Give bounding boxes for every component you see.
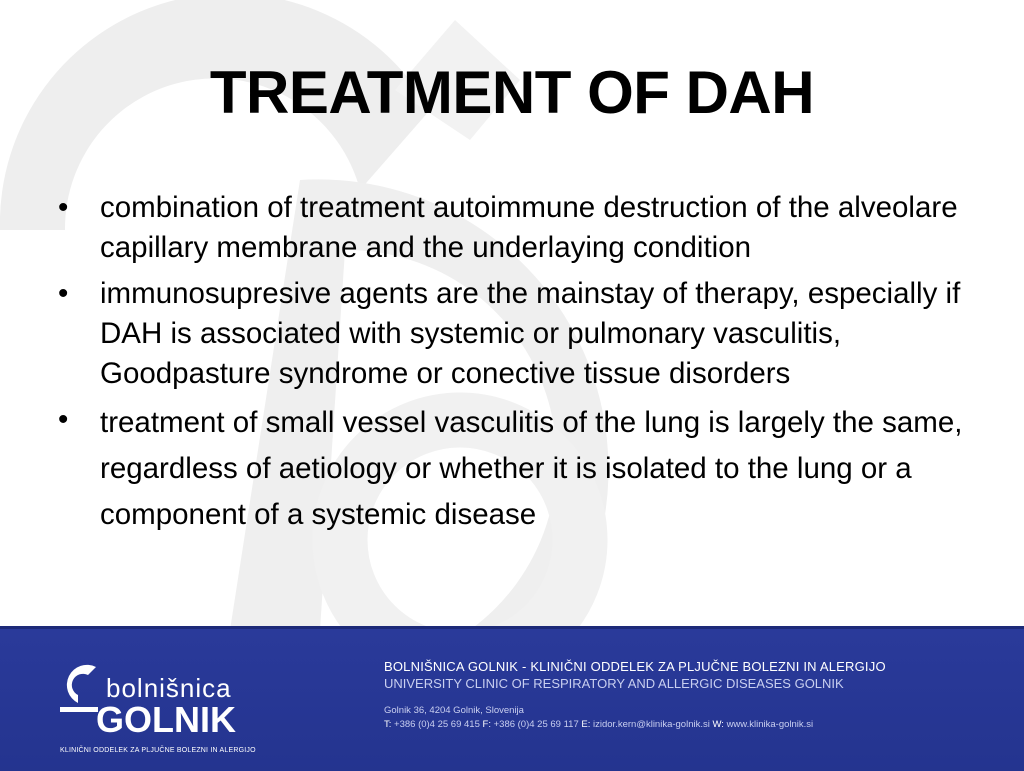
tel-label: T: [384,719,392,730]
web-label: W: [712,719,724,730]
fax-label: F: [482,719,491,730]
bullet-dot: • [58,403,69,436]
tel-value: +386 (0)4 25 69 415 [394,719,480,730]
address: Golnik 36, 4204 Golnik, Slovenija [384,705,524,716]
bullet-item [58,188,978,268]
contact-line [384,719,886,730]
web-link[interactable]: www.klinika-golnik.si [726,719,814,730]
contact-block [384,659,886,730]
bullet-text: immunosupresive agents are the mainstay of therapy, especially if DAH is associated with systemic or pulmonary vasculitis, Goodpasture syndrome or conective tissue disorders [100,277,961,390]
bullet-text: combination of treatment autoimmune destruction of the alveolare capillary membrane and the underlaying condition [100,191,958,264]
fax-value: +386 (0)4 25 69 117 [493,719,579,730]
email-link[interactable]: izidor.kern@klinika-golnik.si [593,719,710,730]
golnik-logo [56,659,256,754]
institution-name-en: UNIVERSITY CLINIC OF RESPIRATORY AND ALLERGIC DISEASES GOLNIK [384,676,844,691]
bullet-list [58,188,978,544]
logo-name-text: GOLNIK [96,699,236,740]
footer-banner [0,626,1024,771]
slide-title: TREATMENT OF DAH [209,59,815,126]
logo-script-text: bolnišnica [106,673,232,703]
bullet-item [58,274,978,394]
bullet-item [58,400,978,538]
institution-name-sl: BOLNIŠNICA GOLNIK - KLINIČNI ODDELEK ZA PLJUČNE BOLEZNI IN ALERGIJO [384,659,886,674]
bullet-text: treatment of small vessel vasculitis of the lung is largely the same, regardless of aetiology or whether it is isolated to the lung or a component of a systemic disease [100,406,963,531]
bullet-dot: • [58,191,69,224]
bullet-dot: • [58,277,69,310]
logo-subtitle: KLINIČNI ODDELEK ZA PLJUČNE BOLEZNI IN ALERGIJO [60,747,256,754]
email-label: E: [581,719,591,730]
